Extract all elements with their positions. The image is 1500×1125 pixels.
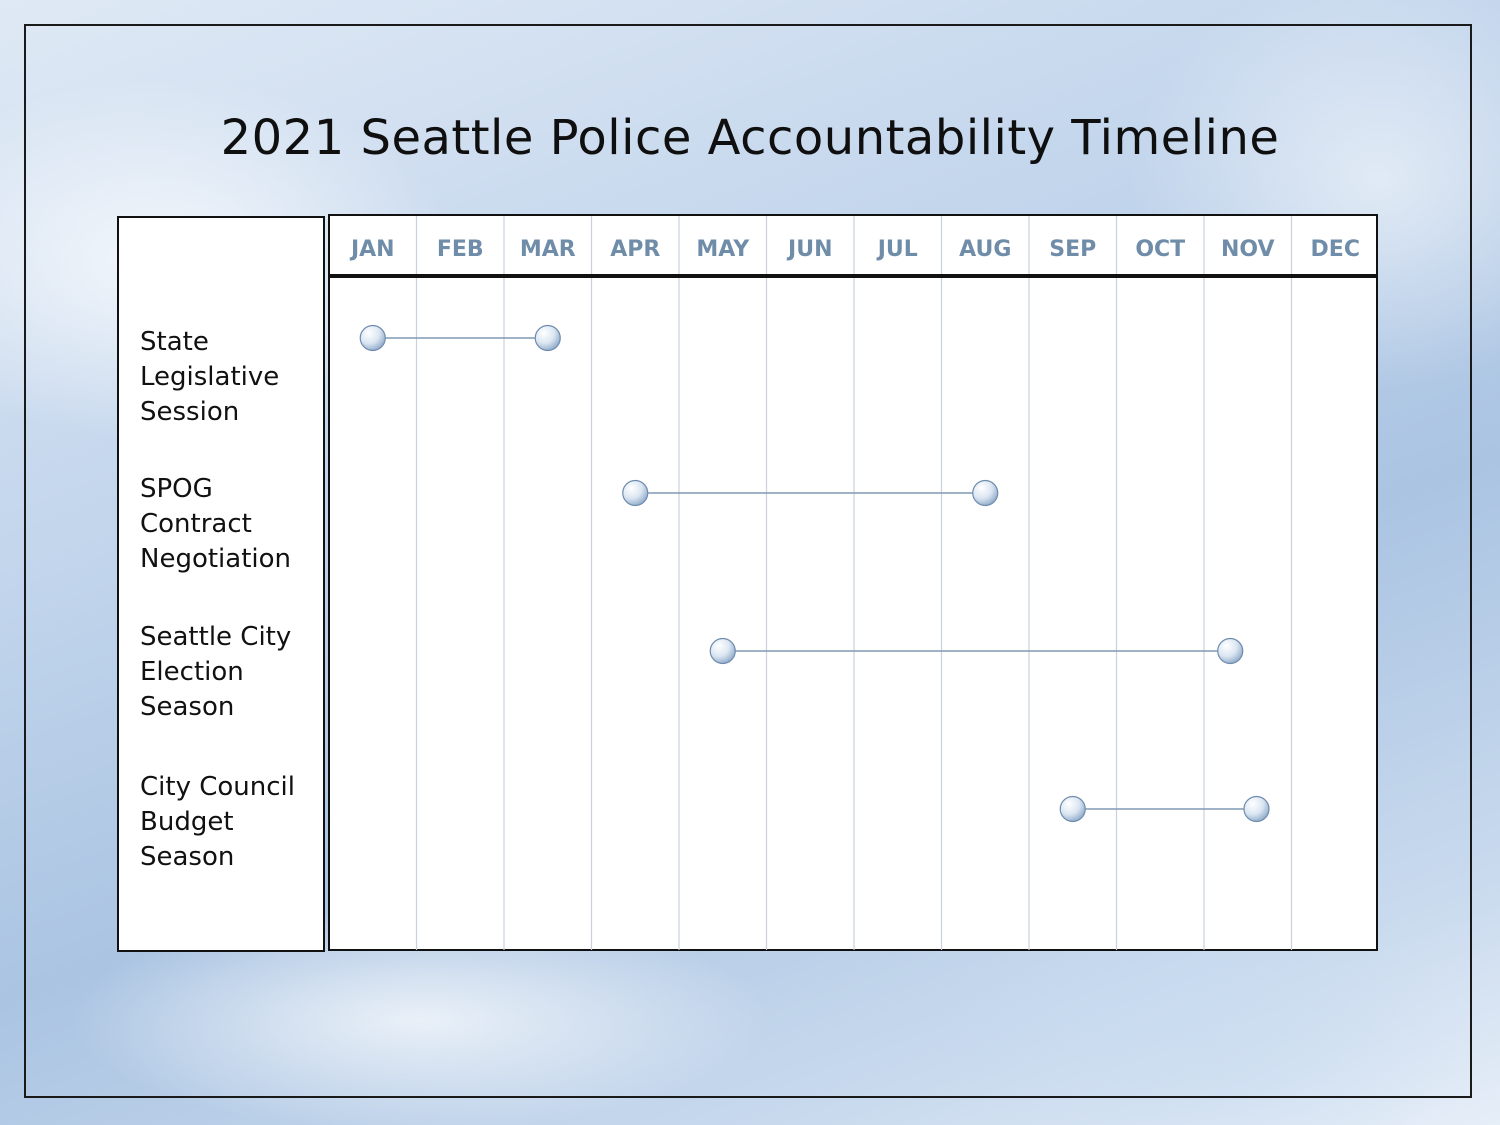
month-label: JUN: [788, 237, 833, 262]
month-label: DEC: [1310, 237, 1360, 262]
row-label-line: SPOG: [140, 474, 213, 504]
row-label-line: Seattle City: [140, 622, 292, 652]
span-start-marker: [623, 481, 648, 506]
span-start-marker: [1060, 797, 1085, 822]
month-label: SEP: [1049, 237, 1097, 262]
row-label-line: Election: [140, 657, 244, 687]
month-label: MAY: [696, 237, 750, 262]
row-label-line: Session: [140, 397, 240, 427]
row-label-line: Season: [140, 692, 235, 722]
row-label-line: Legislative: [140, 362, 280, 392]
span-end-marker: [973, 481, 998, 506]
row-label-line: Negotiation: [140, 544, 292, 574]
span-end-marker: [1218, 639, 1243, 664]
month-label: NOV: [1220, 237, 1275, 262]
month-label: AUG: [959, 237, 1012, 262]
month-label: FEB: [436, 237, 484, 262]
span-end-marker: [1244, 797, 1269, 822]
span-start-marker: [360, 326, 385, 351]
row-label-line: Budget: [140, 807, 234, 837]
row-label-line: State: [140, 327, 209, 357]
span-start-marker: [710, 639, 735, 664]
row-label-line: City Council: [140, 772, 295, 802]
row-label-line: Season: [140, 842, 235, 872]
month-label: JUL: [877, 237, 918, 262]
chart-title: 2021 Seattle Police Accountability Timeline: [220, 110, 1280, 166]
month-label: MAR: [519, 237, 576, 262]
month-label: OCT: [1135, 237, 1186, 262]
month-label: APR: [610, 237, 661, 262]
row-label-line: Contract: [140, 509, 252, 539]
span-end-marker: [535, 326, 560, 351]
month-label: JAN: [350, 237, 395, 262]
